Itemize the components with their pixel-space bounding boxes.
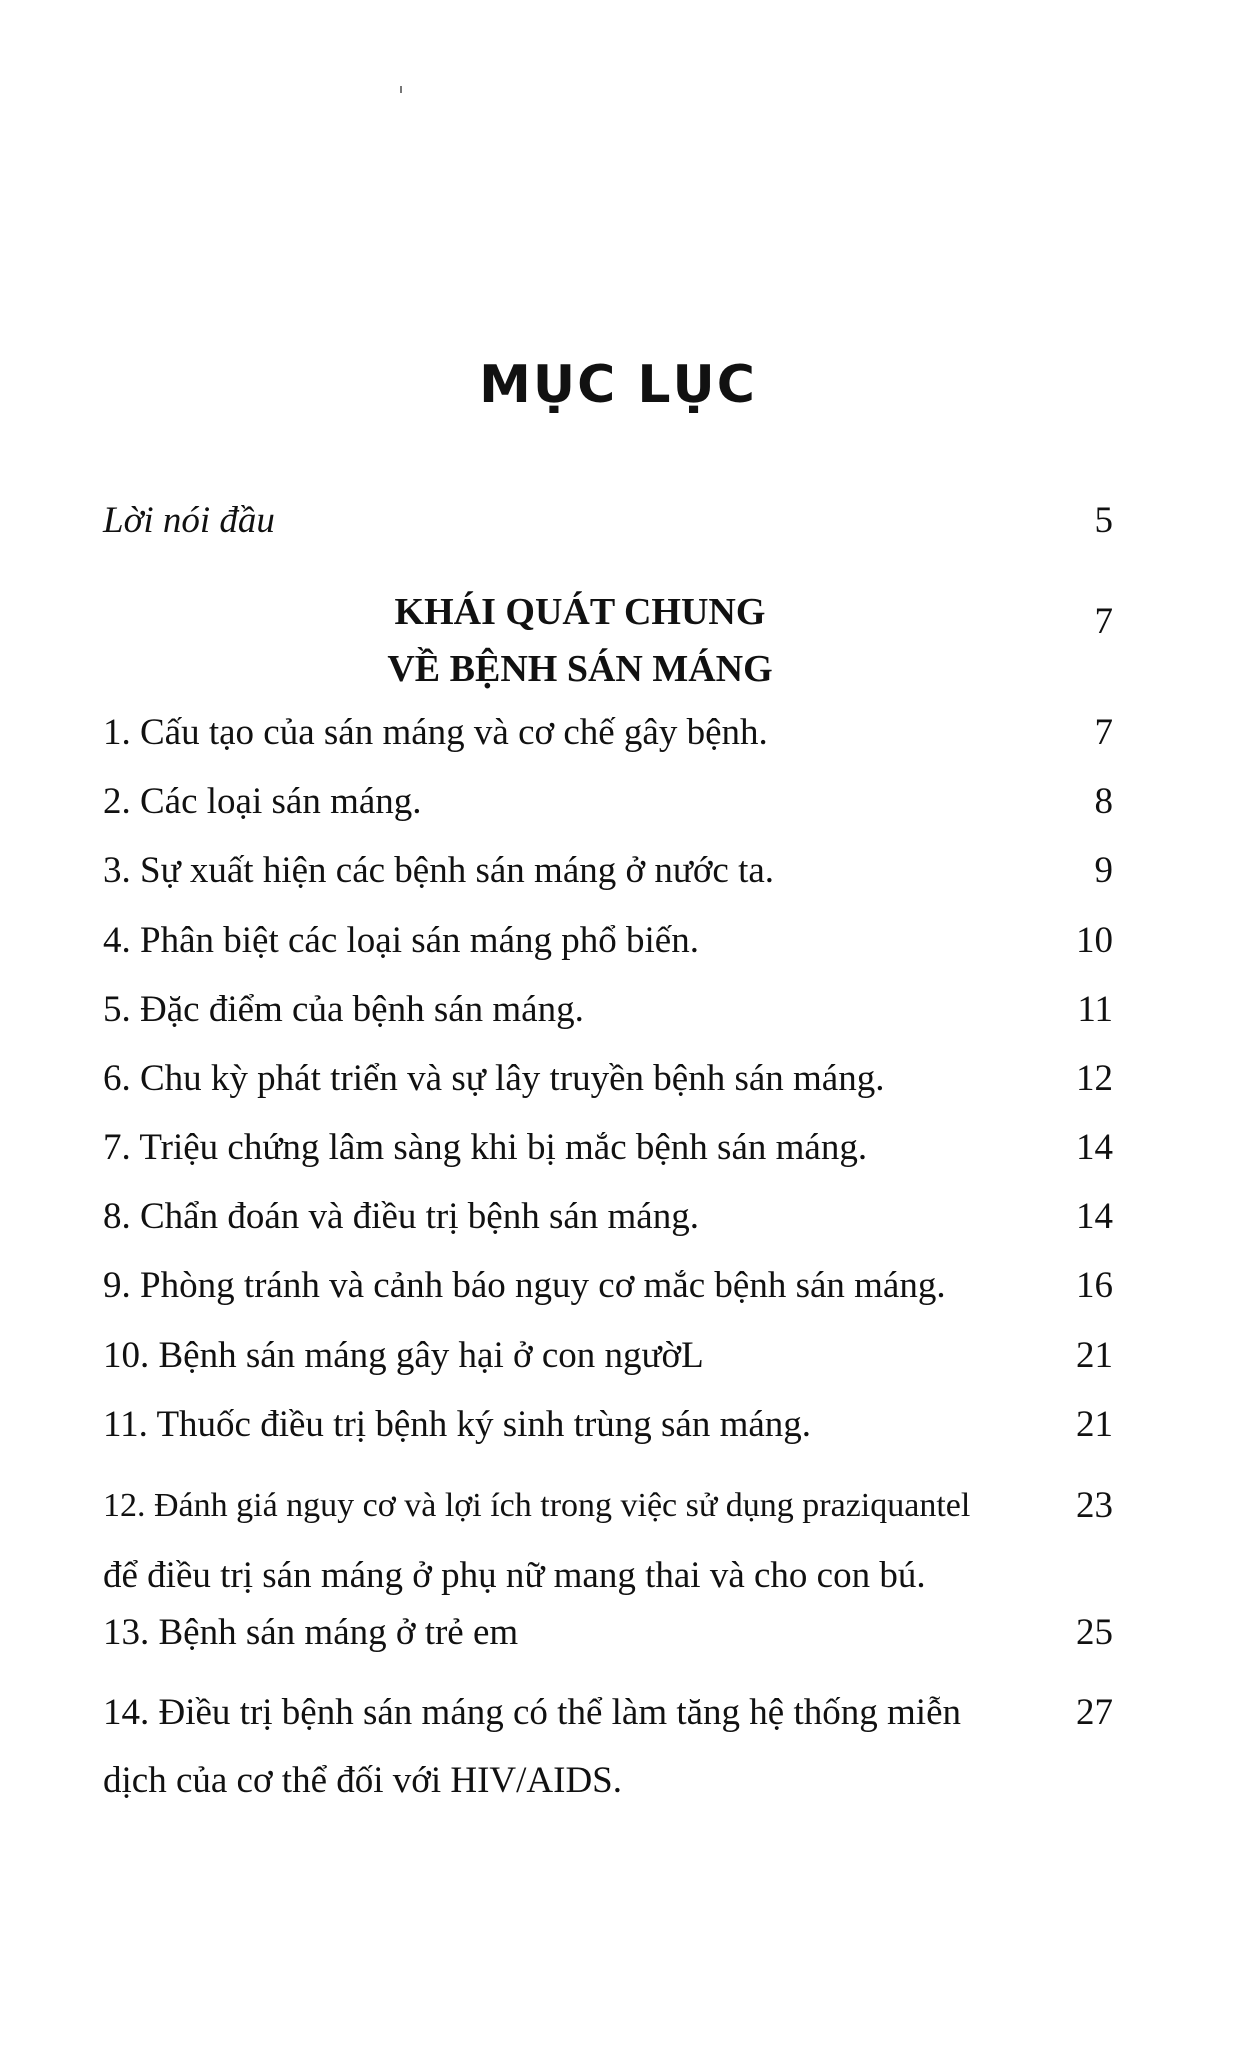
toc-entry-label: 9. Phòng tránh và cảnh báo nguy cơ mắc bệnh sán máng. <box>103 1265 946 1306</box>
toc-entry <box>103 1056 1113 1102</box>
page-title: MỤC LỤC <box>479 355 757 415</box>
toc-entry <box>103 1194 1113 1240</box>
toc-entry-page: 5 <box>1094 500 1113 541</box>
toc-entry-label: 11. Thuốc điều trị bệnh ký sinh trùng sán máng. <box>103 1404 812 1445</box>
toc-entry <box>103 1125 1113 1171</box>
toc-entry-label: 2. Các loại sán máng. <box>103 781 422 822</box>
toc-entry <box>103 1471 1113 1611</box>
toc-entry <box>103 918 1113 964</box>
toc-entry-page: 16 <box>1076 1265 1113 1306</box>
toc-entry <box>103 710 1113 756</box>
toc-entry <box>103 1679 1113 1815</box>
toc-entry <box>103 848 1113 894</box>
toc-entry-preface <box>103 498 1113 544</box>
toc-entry-label: Lời nói đầu <box>103 500 275 541</box>
toc-entry-label: 5. Đặc điểm của bệnh sán máng. <box>103 989 584 1030</box>
toc-entry-label-line1: 14. Điều trị bệnh sán máng có thể làm tăng hệ thống miễn <box>103 1692 961 1733</box>
toc-entry-label: 7. Triệu chứng lâm sàng khi bị mắc bệnh sán máng. <box>103 1127 868 1168</box>
toc-entry-page: 7 <box>1094 712 1113 753</box>
toc-entry-label: 6. Chu kỳ phát triển và sự lây truyền bệnh sán máng. <box>103 1058 885 1099</box>
toc-entry-label-line1: 12. Đánh giá nguy cơ và lợi ích trong việc sử dụng praziquantel <box>103 1487 971 1524</box>
toc-entry-page: 14 <box>1076 1127 1113 1168</box>
section-heading-line1: KHÁI QUÁT CHUNG <box>394 591 766 633</box>
section-heading-line2: VỀ BỆNH SÁN MÁNG <box>387 648 773 690</box>
toc-entry-page: 12 <box>1076 1058 1113 1099</box>
toc-entry-label: 3. Sự xuất hiện các bệnh sán máng ở nước ta. <box>103 850 775 891</box>
toc-entry-label: 10. Bệnh sán máng gây hại ở con ngườL <box>103 1335 704 1376</box>
toc-entry-page: 14 <box>1076 1196 1113 1237</box>
toc-entry-label-line2: để điều trị sán máng ở phụ nữ mang thai và cho con bú. <box>103 1555 926 1596</box>
toc-entry-page: 8 <box>1094 781 1113 822</box>
toc-entry <box>103 1263 1113 1309</box>
toc-entry-label: 8. Chẩn đoán và điều trị bệnh sán máng. <box>103 1196 699 1237</box>
toc-entry <box>103 1402 1113 1448</box>
toc-entry-label-line2: dịch của cơ thể đối với HIV/AIDS. <box>103 1760 622 1801</box>
toc-entry-label: 1. Cấu tạo của sán máng và cơ chế gây bệnh. <box>103 712 768 753</box>
toc-entry-label: 4. Phân biệt các loại sán máng phổ biến. <box>103 920 699 961</box>
toc-entry <box>103 779 1113 825</box>
toc-entry <box>103 1610 1113 1656</box>
toc-entry-page: 21 <box>1076 1404 1113 1445</box>
scan-speck <box>400 86 402 93</box>
toc-entry <box>103 987 1113 1033</box>
toc-entry <box>103 1333 1113 1379</box>
section-page-number: 7 <box>1094 601 1113 642</box>
toc-entry-page: 25 <box>1076 1612 1113 1653</box>
section-heading <box>300 584 860 698</box>
toc-entry-page: 23 <box>1076 1485 1113 1526</box>
toc-entry-label: 13. Bệnh sán máng ở trẻ em <box>103 1612 519 1653</box>
toc-entry-page: 9 <box>1094 850 1113 891</box>
toc-entry-page: 11 <box>1077 989 1113 1030</box>
toc-entry-page: 10 <box>1076 920 1113 961</box>
toc-entry-page: 27 <box>1076 1692 1113 1733</box>
toc-entry-page: 21 <box>1076 1335 1113 1376</box>
